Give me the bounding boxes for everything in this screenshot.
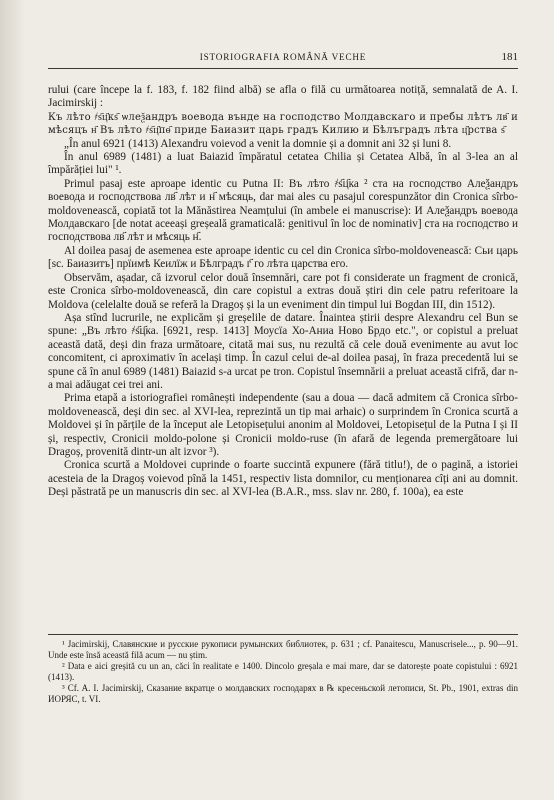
slavonic-note: Къ лѣто ҂ѕ҃ц҃кѕ҃ ѡлеѯандръ воевода вънде на господство Молдавскаго и пребы лѣтъ лв҃ и мѣсяцъ н҃ Въ лѣто ҂ѕ҃ц҃пѳ҃ приде Баиазит царь градъ Килию и Бѣлъградъ лѣта ц҃рства ѕ҃ — [48, 111, 518, 137]
running-title: ISTORIOGRAFIA ROMÂNĂ VECHE — [199, 52, 367, 62]
paragraph: Primul pasaj este aproape identic cu Putna II: Въ лѣто ҂ѕ҃ц҃ка ² ста на господство Алеѯандръ воевода и господствова лв҃ лѣт и н҃ мѣсяць, dar mai ales cu pasajul corespunzător din Cronica sîrbo-moldovenească, copiată tot la Mănăstirea Neamțului (în ambele ei manuscrise): И Алеѯандръ воевода Молдавскаго [de notat aceeași greșeală gramaticală: genitivul în loc de nominativ] ста на господство и господствова лв҃ лѣт и мѣсяць н҃. — [48, 177, 518, 244]
page-number: 181 — [501, 51, 518, 63]
footnote: ³ Cf. A. I. Jacimirskij, Сказание вкратце о молдавских господарях в ℞ кресеньской летописи, St. Pb., 1901, extras din ИОРЯС, t. VI. — [48, 683, 518, 704]
footnote: ² Data e aici greșită cu un an, căci în realitate e 1400. Dincolo greșala e mai mare, dar se datorește poate copistului : 6921 (1413). — [48, 661, 518, 682]
page-edge-shadow — [0, 0, 26, 800]
body-text — [48, 84, 518, 500]
paragraph: Prima etapă a istoriografiei românești independente (sau a doua — dacă admitem că Cronica sîrbo-moldovenească, deși din sec. al XVI-lea, reprezintă un tip mai arhaic) o surprindem în Cronica scurtă a Moldovei și în părțile de la început ale Letopisețului anonim al Moldovei, Letopisețul de la Putna I și II și, respectiv, Cronicii moldo-polone și Cronicii moldo-ruse (în afară de legenda premergătoare lui Dragoș, provenită dintr-un alt izvor ³). — [48, 392, 518, 458]
footnotes — [48, 634, 518, 705]
paragraph: Cronica scurtă a Moldovei cuprinde o foarte succintă expunere (fără titlu!), de o pagină, a istoriei acesteia de la Dragoș voievod pînă la 1451, respectiv lista domnilor, cu menționarea cîți ani au domnit. Deși păstrată pe un manuscris din sec. al XVI-lea (B.A.R., mss. slav nr. 280, f. 100a), ea este — [48, 459, 518, 499]
paragraph: Al doilea pasaj de asemenea este aproape identic cu cel din Cronica sîrbo-moldovenească: Сьи царь [sc. Баиазитъ] прїимѣ Кеилїж и Бѣлградъ г҃ го лѣта царства его. — [48, 244, 518, 271]
page-header — [48, 52, 518, 69]
footnote: ¹ Jacimirskij, Славянские и русские рукописи румынских библиотек, p. 631 ; cf. Panaitescu, Manuscrisele..., p. 90—91. Unde este însă această filă acum — nu știm. — [48, 639, 518, 660]
paragraph: Așa stînd lucrurile, ne explicăm și greșelile de datare. Înaintea știrii despre Alexandru cel Bun se spune: „Въ лѣто ҂ѕ҃ц҃ка. [6921, resp. 1413] Моусїа Хо-Аниа Ново Брдо etc.", or copistul a preluat această dată, deși din fraza următoare, citată mai sus, nu rezultă că cele două evenimente au avut loc concomitent, ci aproximativ în același timp. În cazul celui de-al doilea pasaj, în fraza precedentă lui se spune că în anul 6989 (1481) Baiazid s-a urcat pe tron. Copistul însemnării a preluat această cifră, dar n-a mai adăugat cei trei ani. — [48, 311, 518, 391]
paragraph: În anul 6989 (1481) a luat Baiazid împăratul cetatea Chilia și Cetatea Albă, în al 3-lea an al împărăției lui" ¹. — [48, 151, 518, 177]
paragraph: rului (care începe la f. 183, f. 182 fiind albă) se afla o filă cu următoarea notiță, semnalată de A. I. Jacimirskij : — [48, 84, 518, 110]
paragraph: Observăm, așadar, că izvorul celor două însemnări, care pot fi considerate un fragment de cronică, este Cronica sîrbo-moldovenească, din care copistul a extras două știri din cele patru referitoare la Moldova (celelalte două se referă la Dragoș și la un eveniment din timpul lui Bogdan III, din 1512). — [48, 271, 518, 311]
paragraph: „În anul 6921 (1413) Alexandru voievod a venit la domnie și a domnit ani 32 și luni 8. — [64, 137, 452, 150]
